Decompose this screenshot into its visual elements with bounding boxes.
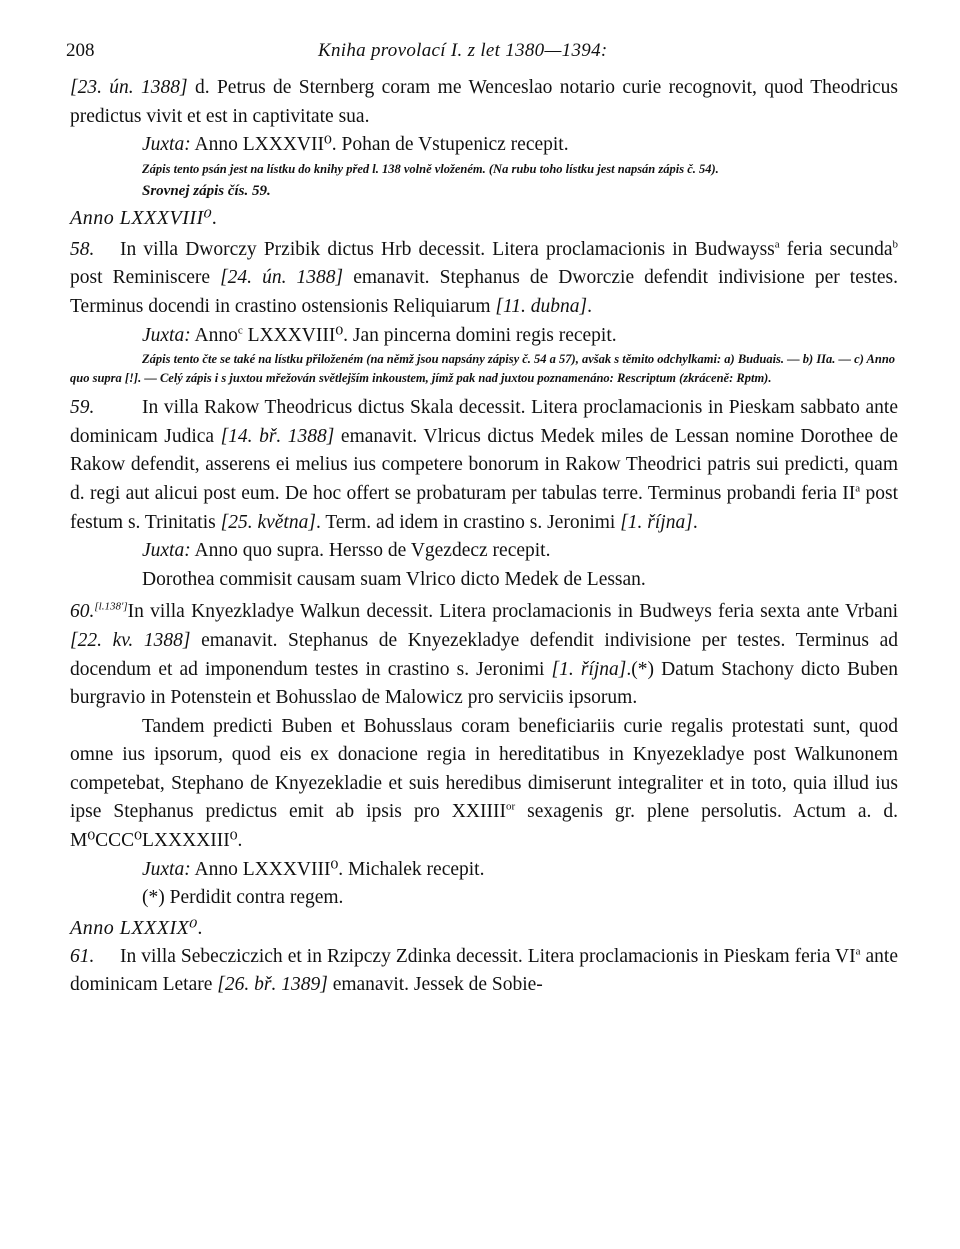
running-title: Kniha provolací I. z let 1380—1394:	[318, 40, 608, 61]
entry-61: 61. In villa Sebecziczich et in Rzipczy Zdinka decessit. Litera proclamacionis in Pieskam feria $VI^a$ ante dominicam Letare [26. bř. 1389] emanavit. Jessek de Sobie-	[70, 943, 898, 1000]
entry-60: 60.[l.138']In villa Knyezkladye Walkun decessit. Litera proclamacionis in Budweys feria sexta ante Vrbani [22. kv. 1388] emanavit. Stephanus de Knyezekladye defendit indivisione per testes. Terminus ad docendum et ad imponendum testes in crastino s. Jeronimi [1. října].(*) Datum Stachony dicto Buben burgravio in Potenstein et Bohusslao de Malowicz pro serviciis ipsorum.	[70, 600, 898, 709]
document-page	[66, 40, 899, 1000]
entry-number: 61.	[70, 945, 95, 967]
editor-note: Zápis tento čte se také na lístku přiloženém (na němž jsou napsány zápisy č. 54 a 57), avšak s těmito odchylkami: a) Buduais. — b) IIa. — c) Anno quo supra [!]. — Celý zápis i s juxtou mřežován světlejším inkoustem, jímž pak nad juxtou poznamenáno: Rescriptum (zkráceně: Rptm).	[70, 352, 896, 386]
footnote: (*) Perdidit contra regem.	[142, 887, 344, 909]
page-header	[66, 40, 898, 70]
juxta-line: Juxta: Anno LXXXVII⁰. Pohan de Vstupenicz recepit.	[142, 134, 569, 156]
cross-reference: Srovnej zápis čís. 59.	[142, 182, 271, 199]
page-number: 208	[66, 40, 95, 61]
entry-number: 59.	[70, 397, 95, 419]
juxta-line: Juxta: Anno$^c$ LXXXVIII⁰. Jan pincerna domini regis recepit.	[142, 324, 617, 346]
year-heading: Anno LXXXIX⁰.	[70, 916, 204, 939]
entry-number: 60.	[70, 601, 95, 623]
entry-58: 58. In villa Dworczy Przibik dictus Hrb decessit. Litera proclamacionis in Budwayss$^a$ feria secunda$^b$ post Reminiscere [24. ún. 1388] emanavit. Stephanus de Dworczie defendit indivisione per testes. Terminus docendi in crastino ostensionis Reliquiarum [11. dubna].	[70, 236, 898, 322]
entry-59: 59. In villa Rakow Theodricus dictus Skala decessit. Litera proclamacionis in Pieskam sabbato ante dominicam Judica [14. bř. 1388] emanavit. Vlricus dictus Medek miles de Lessan nomine Dorothee de Rakow defendit, asserens ei melius ius competere bonorum in Rakow Theodrici patris sui predicti, quam d. regi aut alicui post eum. De hoc offert se probaturam per tabulas terre. Terminus probandi feria $II^a$ post festum s. Trinitatis [25. května]. Term. ad idem in crastino s. Jeronimi [1. října].	[70, 394, 898, 537]
entry-addition: Dorothea commisit causam suam Vlrico dicto Medek de Lessan.	[142, 568, 646, 590]
editor-note: Zápis tento psán jest na lístku do knihy před l. 138 volně vloženém. (Na rubu toho lístku jest napsán zápis č. 54).	[142, 161, 719, 176]
juxta-line: Juxta: Anno LXXXVIII⁰. Michalek recepit.	[142, 858, 485, 880]
entry-continuation: [23. ún. 1388] d. Petrus de Sternberg coram me Wenceslao notario curie recognovit, quod Theodricus predictus vivit et est in captivitate sua.	[70, 77, 898, 127]
year-heading: Anno LXXXVIII⁰.	[70, 206, 218, 229]
entry-number: 58.	[70, 238, 95, 260]
date-ref: [23. ún. 1388]	[70, 77, 188, 98]
leaf-reference: [l.138']	[94, 600, 128, 613]
juxta-line: Juxta: Anno quo supra. Hersso de Vgezdecz recepit.	[142, 540, 551, 562]
entry-60-continuation: Tandem predicti Buben et Bohusslaus coram beneficiariis curie regalis protestati sunt, quod omne ius ipsorum, quod eis ex donacione regia in hereditatibus in Knyezekladye post Walkunonem competebat, Stephano de Knyezekladie et suis heredibus dimiserunt integraliter et in toto, quia illud ius ipse Stephanus predictus emit ab ipsis pro $XXIIII^{or}$ sexagenis gr. plene persolutis. Actum a. d. M⁰CCC⁰LXXXXIII⁰.	[70, 715, 898, 852]
